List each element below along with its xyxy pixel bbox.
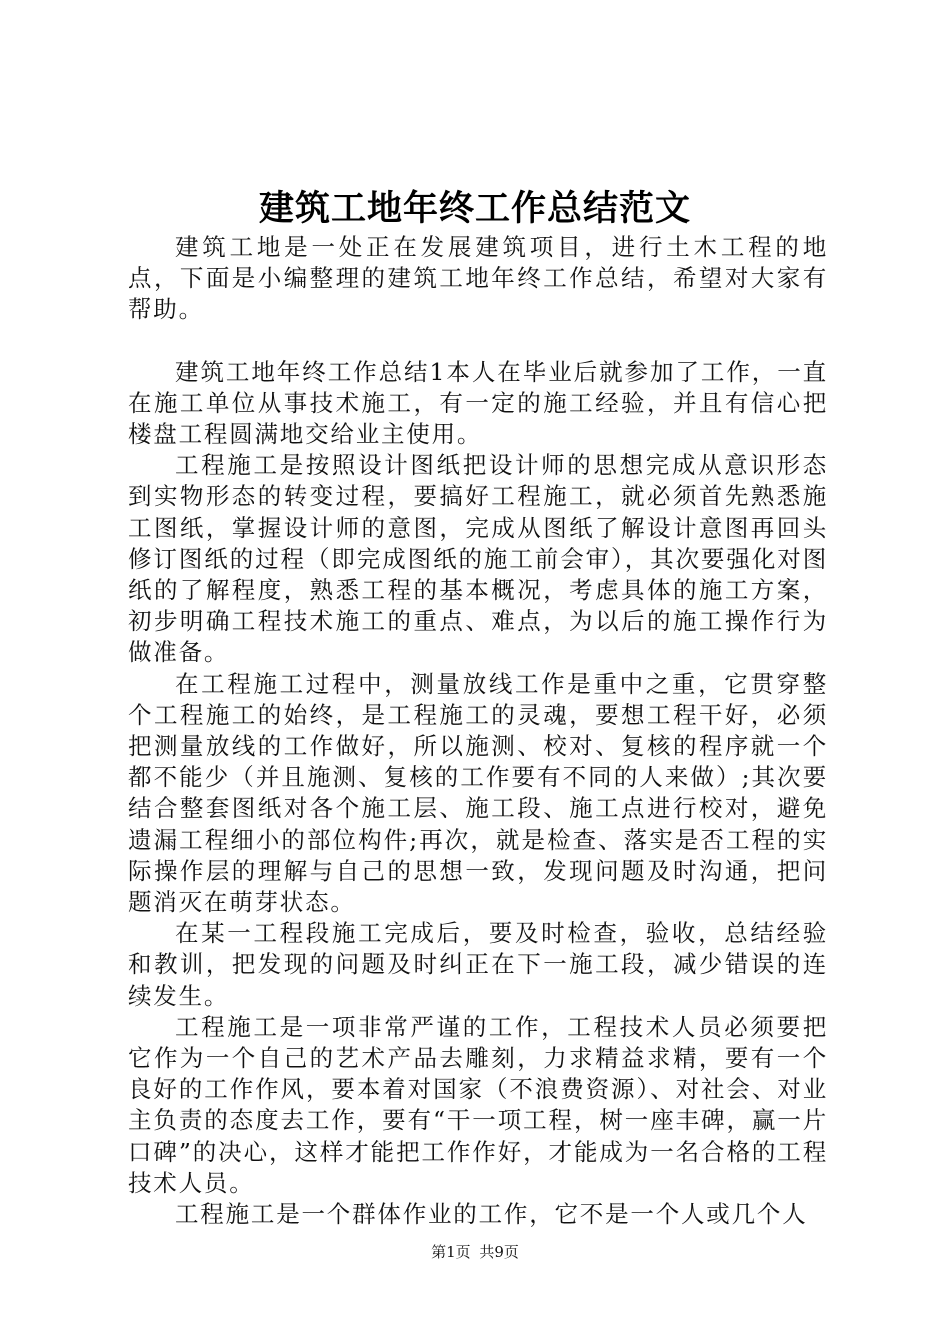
body-paragraph: 工程施工是一个群体作业的工作，它不是一个人或几个人	[175, 1200, 808, 1229]
page-number-footer: 第1页 共9页	[431, 1243, 519, 1261]
document-body	[128, 232, 828, 1230]
body-paragraph: 工程施工是一项非常严谨的工作，工程技术人员必须要把它作为一个自己的艺术产品去雕刻，力求精益求精，要有一个良好的工作作风，要本着对国家（不浪费资源）、对社会、对业主负责的态度去工作，要有“干一项工程，树一座丰碑，赢一片口碑”的决心，这样才能把工作作好，才能成为一名合格的工程技术人员。	[128, 1012, 828, 1197]
body-paragraph: 在某一工程段施工完成后，要及时检查，验收，总结经验和教训，把发现的问题及时纠正在下一施工段，减少错误的连续发生。	[128, 919, 828, 1010]
body-paragraph: 在工程施工过程中，测量放线工作是重中之重，它贯穿整个工程施工的始终，是工程施工的灵魂，要想工程干好，必须把测量放线的工作做好，所以施测、校对、复核的程序就一个都不能少（并且施测、复核的工作要有不同的人来做）;其次要结合整套图纸对各个施工层、施工段、施工点进行校对，避免遗漏工程细小的部位构件;再次，就是检查、落实是否工程的实际操作层的理解与自己的思想一致，发现问题及时沟通，把问题消灭在萌芽状态。	[128, 669, 828, 917]
intro-paragraph: 建筑工地是一处正在发展建筑项目，进行土木工程的地点，下面是小编整理的建筑工地年终工作总结，希望对大家有帮助。	[128, 233, 828, 324]
body-paragraph: 建筑工地年终工作总结1本人在毕业后就参加了工作，一直在施工单位从事技术施工，有一定的施工经验，并且有信心把楼盘工程圆满地交给业主使用。	[128, 357, 828, 449]
body-paragraph: 工程施工是按照设计图纸把设计师的思想完成从意识形态到实物形态的转变过程，要搞好工程施工，就必须首先熟悉施工图纸，掌握设计师的意图，完成从图纸了解设计意图再回头修订图纸的过程（即完成图纸的施工前会审），其次要强化对图纸的了解程度，熟悉工程的基本概况，考虑具体的施工方案，初步明确工程技术施工的重点、难点，为以后的施工操作行为做准备。	[128, 451, 828, 667]
document-title: 建筑工地年终工作总结范文	[258, 188, 691, 229]
